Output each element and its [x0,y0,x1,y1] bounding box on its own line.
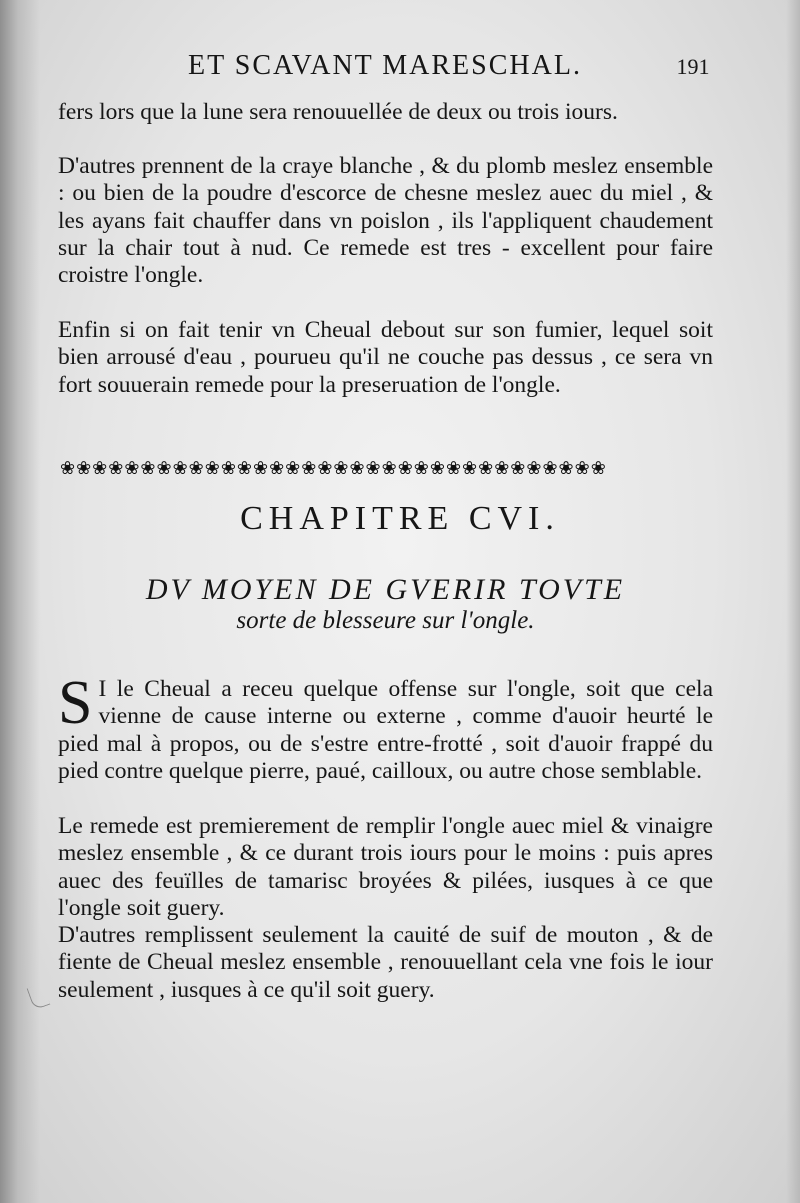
paragraph-4-text: I le Cheual a receu quelque offense sur l'ongle, soit que cela vienne de cause interne ou externe , comme d'auoir heurté le pied mal à propos, ou de s'estre entre-frotté , soit d'auoir frappé du pied contre quelque pierre, paué, cailloux, ou autre chose semblable. [58,676,713,784]
paragraph-3: Enfin si on fait tenir vn Cheual debout sur son fumier, lequel soit bien arrousé d'eau , pourueu qu'il ne couche pas dessus , ce sera vn fort souuerain remede pour la preseruation de l'ongle. [58,317,713,398]
page-edge-shadow [786,0,800,1203]
paragraph-1: fers lors que la lune sera renouuellée de deux ou trois iours. [58,99,618,125]
gutter-shadow [0,0,40,1203]
paragraph-6: D'autres remplissent seulement la cauité de suif de mouton , & de fiente de Cheual meslez ensemble , renouuellant cela vne fois le iour seulement , iusques à ce qu'il soit guery. [58,922,713,1003]
paragraph-4 [58,669,713,785]
running-title: ET SCAVANT MARESCHAL. [188,50,582,81]
paragraph-5: Le remede est premierement de remplir l'ongle auec miel & vinaigre meslez ensemble , & ce durant trois iours pour le moins : puis apres auec des feuïlles de tamarisc broyées & pilées, iusques à ce que l'ongle soit guery. [58,813,713,921]
chapter-subheading: sorte de blesseure sur l'ongle. [236,607,535,634]
running-head [0,50,800,86]
chapter-heading: DV MOYEN DE GVERIR TOVTE [145,573,626,606]
page-number: 191 [676,54,710,79]
paragraph-2: D'autres prennent de la craye blanche , & du plomb meslez ensemble : ou bien de la poudre d'escorce de chesne meslez auec du miel , & les ayans fait chauffer dans vn poislon , ils l'appliquent chaudement sur la chair tout à nud. Ce remede est tres - excellent pour faire croistre l'ongle. [58,153,713,289]
chapter-title: CHAPITRE CVI. [240,500,560,537]
drop-cap: S [58,669,93,737]
ornamental-rule: ❀❀❀❀❀❀❀❀❀❀❀❀❀❀❀❀❀❀❀❀❀❀❀❀❀❀❀❀❀❀❀❀❀❀ [60,458,607,479]
